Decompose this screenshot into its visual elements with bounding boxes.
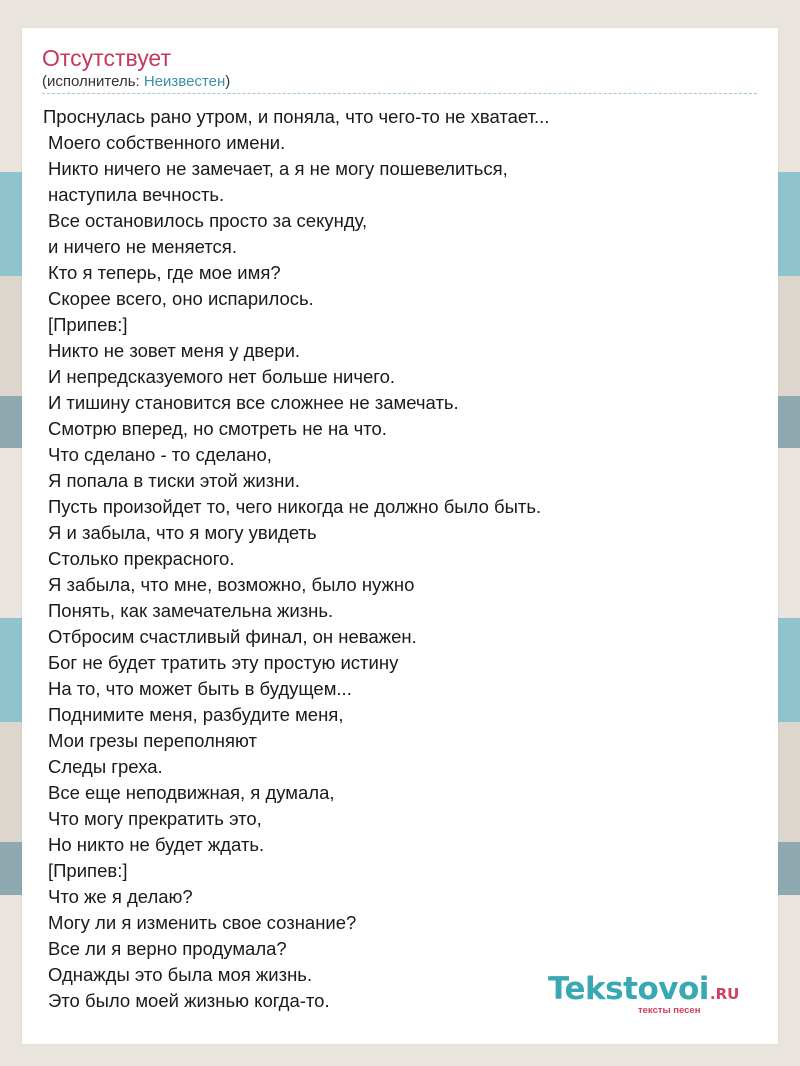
lyric-line: Моего собственного имени. — [48, 132, 286, 153]
lyric-line: Все остановилось просто за секунду, — [48, 210, 368, 231]
artist-line — [42, 73, 230, 91]
lyric-line: Все ли я верно продумала? — [48, 938, 287, 959]
lyrics-card — [22, 28, 778, 1044]
lyric-line: Могу ли я изменить свое сознание? — [48, 912, 357, 933]
lyric-line: Что сделано - то сделано, — [48, 444, 272, 465]
lyric-line: Однажды это была моя жизнь. — [48, 964, 313, 985]
lyric-line: [Припев:] — [48, 314, 128, 335]
lyric-line: Все еще неподвижная, я думала, — [48, 782, 335, 803]
lyric-line: Мои грезы переполняют — [48, 730, 257, 751]
site-logo[interactable] — [548, 972, 758, 1018]
lyric-line: Скорее всего, оно испарилось. — [48, 288, 314, 309]
lyric-line: Поднимите меня, разбудите меня, — [48, 704, 344, 725]
lyric-line: Проснулась рано утром, и поняла, что чего-то не хватает... — [43, 106, 550, 127]
title-divider — [42, 93, 757, 94]
lyric-line: Никто ничего не замечает, а я не могу пошевелиться, — [48, 158, 508, 179]
logo-tld: .RU — [709, 985, 740, 1003]
lyric-line: Что могу прекратить это, — [48, 808, 262, 829]
lyric-line: Но никто не будет ждать. — [48, 834, 265, 855]
lyric-line: Кто я теперь, где мое имя? — [48, 262, 281, 283]
logo-main-text: Tekstovoi — [548, 971, 709, 1007]
lyric-line: Отбросим счастливый финал, он неважен. — [48, 626, 417, 647]
lyrics-text — [43, 104, 549, 1014]
lyric-line: На то, что может быть в будущем... — [48, 678, 352, 699]
lyric-line: [Припев:] — [48, 860, 128, 881]
lyric-line: Это было моей жизнью когда-то. — [48, 990, 330, 1011]
lyric-line: Бог не будет тратить эту простую истину — [48, 652, 399, 673]
artist-prefix: (исполнитель: — [42, 73, 144, 90]
lyric-line: и ничего не меняется. — [48, 236, 237, 257]
song-title: Отсутствует — [42, 45, 171, 71]
lyric-line: Понять, как замечательна жизнь. — [48, 600, 334, 621]
lyric-line: Я забыла, что мне, возможно, было нужно — [48, 574, 415, 595]
logo-tagline: тексты песен — [638, 1005, 701, 1016]
artist-suffix: ) — [225, 73, 231, 90]
lyric-line: И тишину становится все сложнее не замечать. — [48, 392, 459, 413]
lyric-line: Следы греха. — [48, 756, 163, 777]
lyric-line: Что же я делаю? — [48, 886, 193, 907]
lyric-line: Я и забыла, что я могу увидеть — [48, 522, 317, 543]
lyric-line: Смотрю вперед, но смотреть не на что. — [48, 418, 387, 439]
artist-link[interactable]: Неизвестен — [143, 73, 226, 90]
lyric-line: Столько прекрасного. — [48, 548, 235, 569]
lyric-line: Никто не зовет меня у двери. — [48, 340, 301, 361]
lyric-line: И непредсказуемого нет больше ничего. — [48, 366, 396, 387]
lyric-line: Пусть произойдет то, чего никогда не должно было быть. — [48, 496, 542, 517]
lyric-line: наступила вечность. — [48, 184, 225, 205]
lyric-line: Я попала в тиски этой жизни. — [48, 470, 300, 491]
